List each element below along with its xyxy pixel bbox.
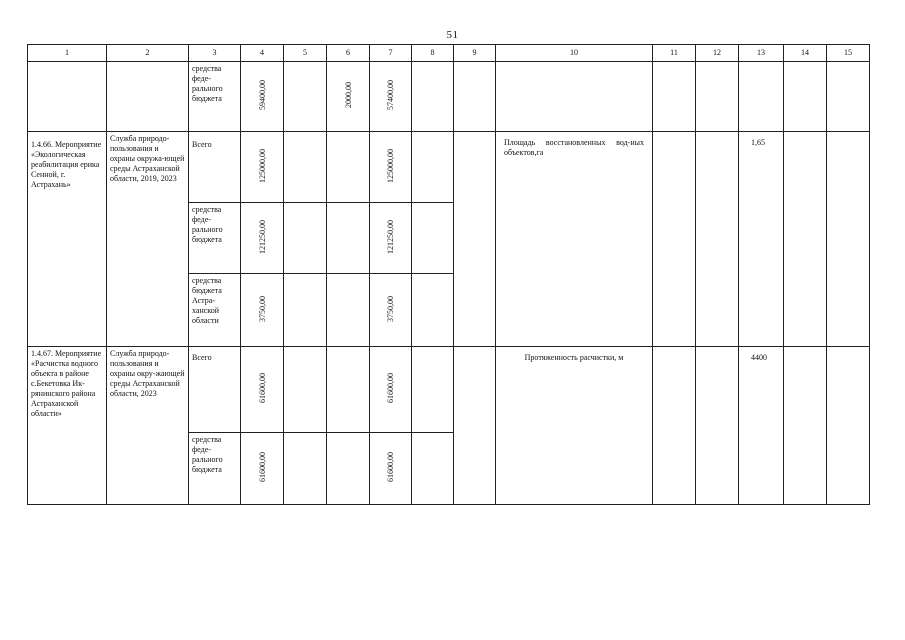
amount-cell [241, 203, 284, 274]
column-header: 4 [241, 45, 284, 62]
program-activities-table [27, 44, 870, 505]
empty-cell [284, 274, 327, 347]
amount-value: 2000,00 [343, 82, 353, 108]
empty-cell [284, 433, 327, 505]
fund-source-cell: средства феде-рального бюджета [189, 433, 241, 505]
empty-cell [412, 347, 454, 433]
column-header: 1 [28, 45, 107, 62]
empty-cell [739, 62, 784, 132]
empty-cell [696, 347, 739, 505]
amount-cell [241, 347, 284, 433]
target-value-cell: 1,65 [739, 132, 784, 347]
fund-source-cell: средства феде-рального бюджета [189, 203, 241, 274]
empty-cell [327, 274, 370, 347]
empty-cell [284, 132, 327, 203]
fund-source-cell: Всего [189, 347, 241, 433]
activity-cell [28, 62, 107, 132]
empty-cell [827, 347, 870, 505]
empty-cell [696, 62, 739, 132]
amount-value: 61600,00 [386, 373, 395, 403]
executor-cell: Служба природо-пользования и охраны окру-жающей среды Астраханской области, 2023 [107, 347, 189, 505]
column-number-row [28, 45, 870, 62]
amount-cell [327, 62, 370, 132]
amount-cell [241, 62, 284, 132]
amount-cell [370, 62, 412, 132]
empty-cell [327, 347, 370, 433]
empty-cell [827, 62, 870, 132]
empty-cell [454, 62, 496, 132]
table-row [28, 62, 870, 132]
amount-value: 61600,00 [257, 452, 267, 482]
amount-cell [370, 433, 412, 505]
amount-cell [370, 274, 412, 347]
column-header: 13 [739, 45, 784, 62]
column-header: 6 [327, 45, 370, 62]
fund-source-cell: средства феде-рального бюджета [189, 62, 241, 132]
empty-cell [653, 132, 696, 347]
empty-cell [827, 132, 870, 347]
empty-cell [412, 274, 454, 347]
column-header: 8 [412, 45, 454, 62]
activity-cell: 1.4.66. Мероприятие «Экологическая реабилитация ерика Сенной, г. Астрахань» [28, 132, 107, 347]
column-header: 10 [496, 45, 653, 62]
column-header: 15 [827, 45, 870, 62]
amount-value: 3750,00 [386, 295, 395, 322]
empty-cell [284, 62, 327, 132]
amount-cell [241, 274, 284, 347]
activity-cell: 1.4.67. Мероприятие «Расчистка водного объекта в районе с.Бекетовка Ик-рянинского района Астраханской области» [28, 347, 107, 505]
fund-source-cell: Всего [189, 132, 241, 203]
page-number: 51 [446, 29, 459, 41]
empty-cell [412, 62, 454, 132]
amount-value: 61600,00 [386, 452, 395, 482]
indicator-cell [496, 62, 653, 132]
amount-value: 57400,00 [386, 80, 395, 110]
empty-cell [412, 433, 454, 505]
amount-value: 121250,00 [257, 219, 267, 254]
amount-value: 121250,00 [386, 219, 395, 254]
table-row [28, 347, 870, 433]
target-value-cell: 4400 [739, 347, 784, 505]
indicator-cell: Площадь восстановленных вод-ных объектов,га [496, 132, 653, 347]
empty-cell [653, 62, 696, 132]
amount-value: 125000,00 [257, 148, 267, 183]
amount-cell [370, 203, 412, 274]
empty-cell [327, 132, 370, 203]
indicator-cell: Протяженность расчистки, м [496, 347, 653, 505]
fund-source-cell: средства бюджета Астра-ханской области [189, 274, 241, 347]
empty-cell [784, 132, 827, 347]
empty-cell [327, 433, 370, 505]
column-header: 9 [454, 45, 496, 62]
amount-value: 59400,00 [257, 80, 267, 110]
column-header: 12 [696, 45, 739, 62]
empty-cell [696, 132, 739, 347]
table-row [28, 132, 870, 203]
empty-cell [327, 203, 370, 274]
column-header: 5 [284, 45, 327, 62]
empty-cell [454, 132, 496, 347]
amount-cell [241, 132, 284, 203]
empty-cell [784, 347, 827, 505]
empty-cell [784, 62, 827, 132]
executor-cell: Служба природо-пользования и охраны окружа-ющей среды Астраханской области, 2019, 2023 [107, 132, 189, 347]
column-header: 2 [107, 45, 189, 62]
column-header: 3 [189, 45, 241, 62]
amount-value: 61600,00 [257, 373, 267, 403]
amount-cell [241, 433, 284, 505]
empty-cell [454, 347, 496, 505]
empty-cell [412, 203, 454, 274]
amount-value: 125000,00 [386, 148, 395, 183]
amount-value: 3750,00 [257, 295, 267, 322]
column-header: 14 [784, 45, 827, 62]
amount-cell [370, 347, 412, 433]
amount-cell [370, 132, 412, 203]
empty-cell [653, 347, 696, 505]
empty-cell [284, 347, 327, 433]
empty-cell [412, 132, 454, 203]
empty-cell [284, 203, 327, 274]
executor-cell [107, 62, 189, 132]
column-header: 7 [370, 45, 412, 62]
column-header: 11 [653, 45, 696, 62]
